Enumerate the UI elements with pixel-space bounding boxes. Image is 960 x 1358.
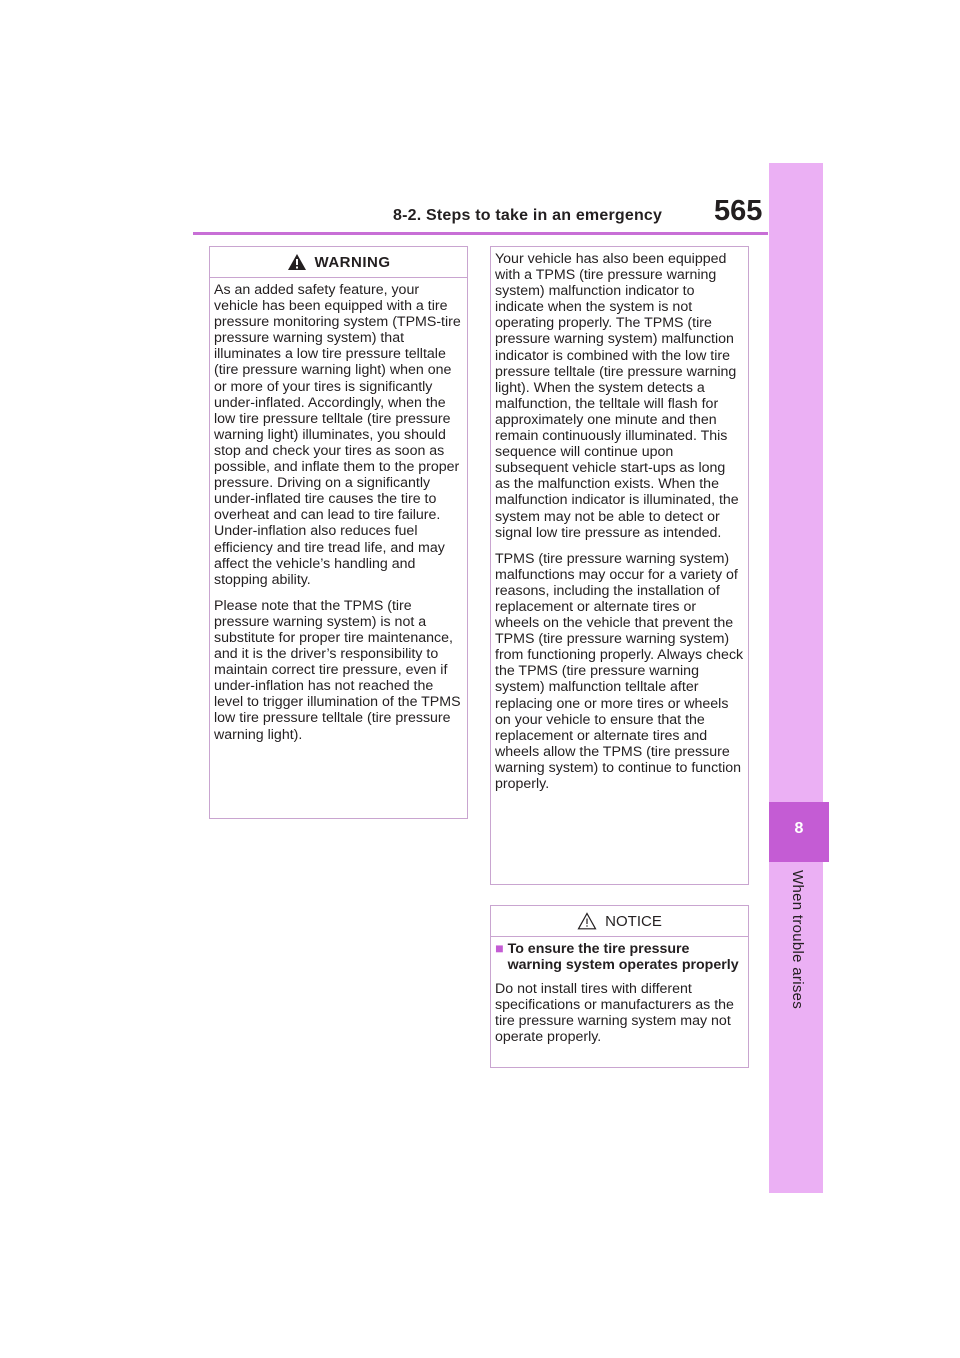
chapter-number: 8 [794, 820, 804, 837]
page-number: 565 [714, 195, 763, 227]
info-paragraph-1: Your vehicle has also been equipped with a TPMS (tire pressure warning system) malfunction indicator to indicate when the system is not operating properly. The TPMS (tire pressure warning system) malfunction indicator is combined with the low tire pressure telltale (tire pressure warning light). When the system detects a malfunction, the telltale will flash for approximately one minute and then remain continuously illuminated. This sequence will continue upon subsequent vehicle start-ups as long as the malfunction exists. When the malfunction indicator is illuminated, the system may not be able to detect or signal low tire pressure as intended. [495, 251, 739, 541]
section-title: 8-2. Steps to take in an emergency [393, 207, 663, 224]
warning-triangle-icon [287, 253, 307, 271]
notice-header [491, 906, 748, 937]
notice-heading [495, 941, 744, 973]
warning-title: WARNING [314, 253, 391, 271]
notice-box [490, 905, 749, 1068]
square-bullet-icon: ■ [495, 941, 504, 957]
warning-paragraph-1: As an added safety feature, your vehicle has been equipped with a tire pressure monitoring system (TPMS-tire pressure warning system) that illuminates a low tire pressure telltale (tire pressure warning light) when one or more of your tires is significantly under-inflated. Accordingly, when the low tire pressure telltale (tire pressure warning light) illuminates, you should stop and check your tires as soon as possible, and inflate them to the proper pressure. Driving on a significantly under-inflated tire causes the tire to overheat and can lead to tire failure. Under-inflation also reduces fuel efficiency and tire tread life, and may affect the vehicle’s handling and stopping ability. [214, 282, 461, 588]
info-body [491, 247, 748, 792]
chapter-tab[interactable] [769, 802, 829, 862]
info-paragraph-2: TPMS (tire pressure warning system) malfunctions may occur for a variety of reasons, including the installation of replacement or alternate tires or wheels on the vehicle that prevent the TPMS (tire pressure warning system) from functioning properly. Always check the TPMS (tire pressure warning system) malfunction telltale after replacing one or more tires or wheels on your vehicle to ensure that the replacement or alternate tires and wheels allow the TPMS (tire pressure warning system) to continue to function properly. [495, 550, 744, 792]
notice-triangle-icon [577, 912, 597, 930]
warning-box [209, 246, 468, 819]
notice-body [491, 937, 748, 1046]
header-rule [193, 232, 768, 235]
notice-title: NOTICE [605, 912, 662, 930]
warning-paragraph-2: Please note that the TPMS (tire pressure warning system) is not a substitute for proper tire maintenance, and it is the driver’s responsibility to maintain correct tire pressure, even if under-inflation has not reached the level to trigger illumination of the TPMS low tire pressure telltale (tire pressure warning light). [214, 597, 461, 743]
chapter-label: When trouble arises [789, 870, 806, 1010]
notice-heading-text: To ensure the tire pressure warning system operates properly [507, 941, 739, 974]
warning-body [210, 278, 467, 743]
side-tab [769, 163, 823, 1193]
tpms-info-box [490, 246, 749, 885]
warning-header [210, 247, 467, 278]
notice-paragraph: Do not install tires with different specifications or manufacturers as the tire pressure warning system may not operate properly. [495, 981, 734, 1046]
